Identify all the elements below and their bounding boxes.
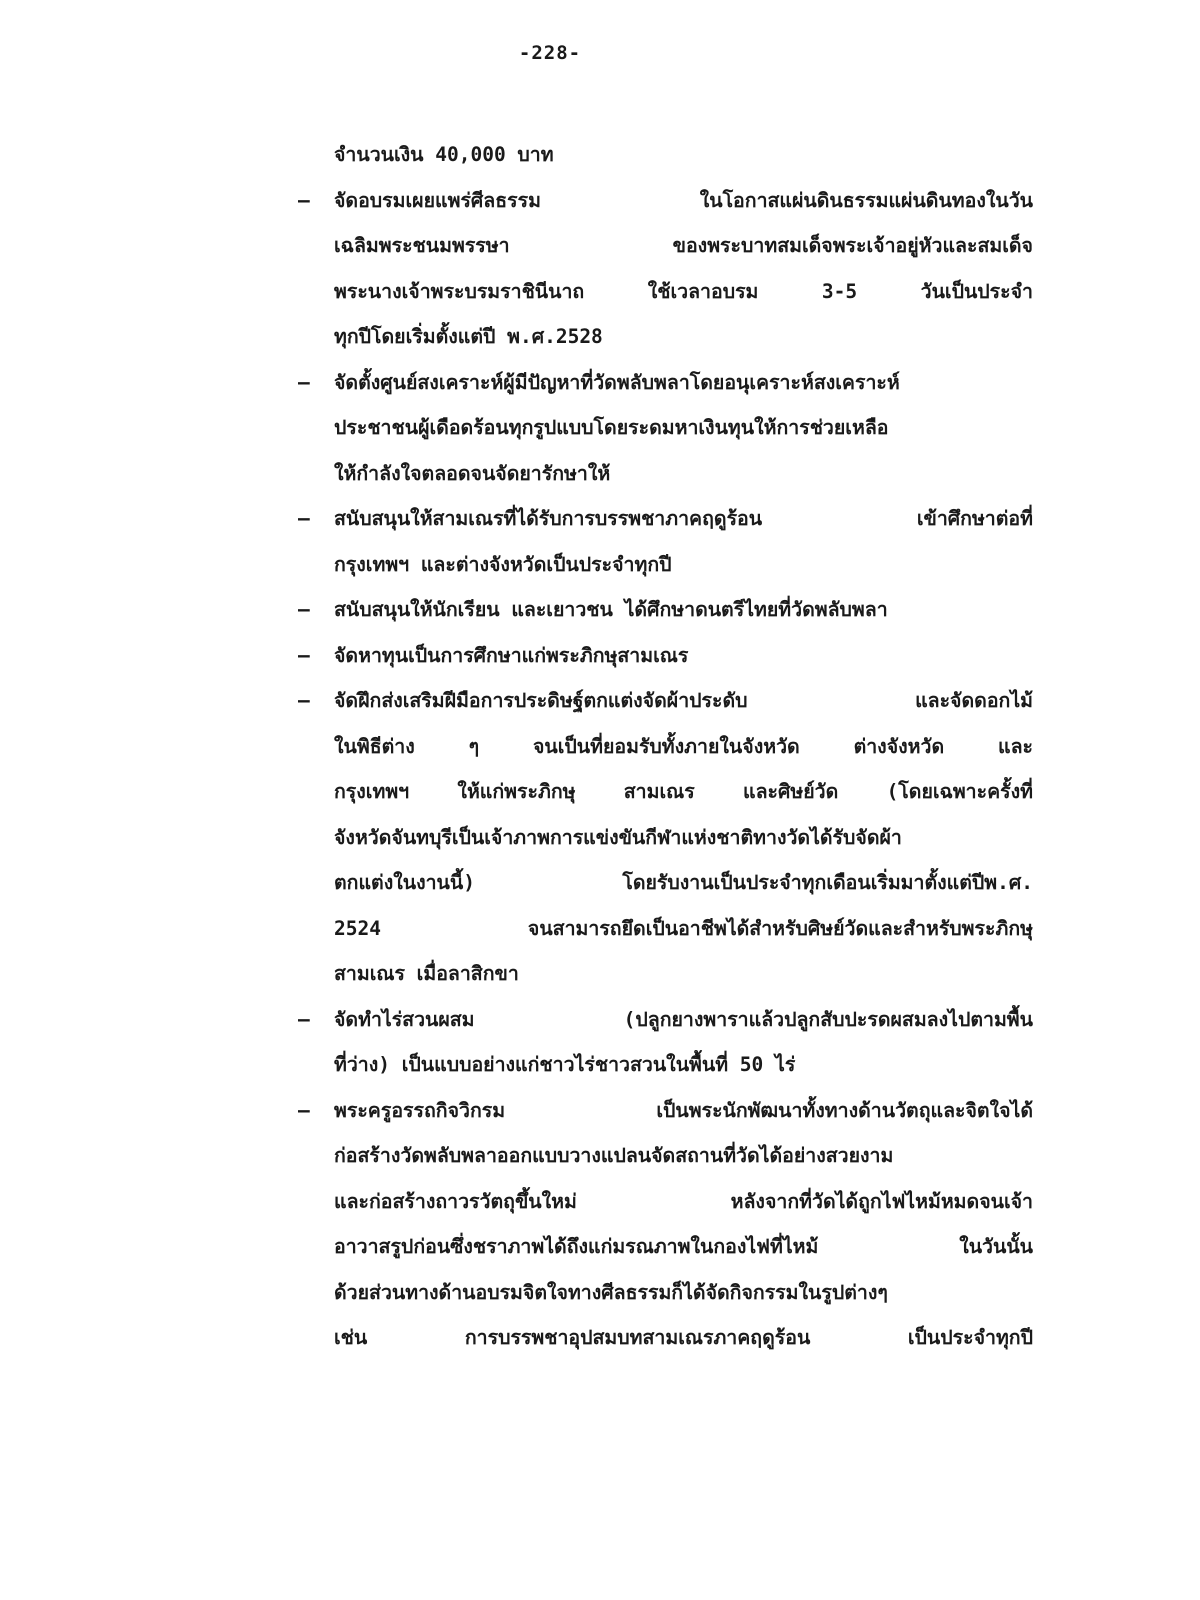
line-text: สนับสนุนให้สามเณรที่ได้รับการบรรพชาภาคฤดูร้อน เข้าศึกษาต่อที่ <box>334 507 1033 530</box>
text-line <box>298 815 1033 861</box>
line-text: สนับสนุนให้นักเรียน และเยาวชน ได้ศึกษาดนตรีไทยที่วัดพลับพลา <box>334 598 888 621</box>
line-text: จัดฝึกส่งเสริมฝีมือการประดิษฐ์ตกแต่งจัดผ้าประดับ และจัดดอกไม้ <box>334 689 1033 712</box>
line-text: ประชาชนผู้เดือดร้อนทุกรูปแบบโดยระดมหาเงินทุนให้การช่วยเหลือ <box>334 416 889 439</box>
text-line <box>298 1179 1033 1225</box>
bullet-dash: – <box>298 370 310 394</box>
text-line <box>298 1224 1033 1270</box>
list-item-line <box>298 997 1033 1043</box>
line-text: ที่ว่าง) เป็นแบบอย่างแก่ชาวไร่ชาวสวนในพื้นที่ 50 ไร่ <box>334 1053 796 1076</box>
list-item-line <box>298 496 1033 542</box>
line-text: อาวาสรูปก่อนซึ่งชราภาพได้ถึงแก่มรณภาพในกองไฟที่ไหม้ ในวันนั้น <box>334 1235 1033 1258</box>
text-line <box>298 1042 1033 1088</box>
line-text: กรุงเทพฯ และต่างจังหวัดเป็นประจำทุกปี <box>334 552 672 576</box>
text-line <box>298 769 1033 815</box>
bullet-dash: – <box>298 643 310 667</box>
text-line <box>298 269 1033 315</box>
text-line <box>298 223 1033 269</box>
bullet-dash: – <box>298 598 310 621</box>
text-line <box>298 860 1033 906</box>
bullet-dash: – <box>298 507 310 530</box>
list-item-line <box>298 587 1033 633</box>
bullet-dash: – <box>298 1007 310 1031</box>
line-text: จังหวัดจันทบุรีเป็นเจ้าภาพการแข่งขันกีฬาแห่งชาติทางวัดได้รับจัดผ้า <box>334 825 902 849</box>
line-text: กรุงเทพฯ ให้แก่พระภิกษุ สามเณร และศิษย์วัด (โดยเฉพาะครั้งที่ <box>334 780 1033 803</box>
list-item-line <box>298 633 1033 679</box>
bullet-dash: – <box>298 188 310 212</box>
line-text: ตกแต่งในงานนี้) โดยรับงานเป็นประจำทุกเดือนเริ่มมาตั้งแต่ปีพ.ศ. <box>334 871 1033 894</box>
line-text: เฉลิมพระชนมพรรษา ของพระบาทสมเด็จพระเจ้าอยู่หัวและสมเด็จ <box>334 234 1033 257</box>
text-line <box>298 1270 1033 1316</box>
line-text: ก่อสร้างวัดพลับพลาออกแบบวางแปลนจัดสถานที่วัดได้อย่างสวยงาม <box>334 1144 894 1167</box>
page-body <box>298 132 1033 1361</box>
list-item-line <box>298 1088 1033 1134</box>
text-line <box>298 314 1033 360</box>
line-text: จัดหาทุนเป็นการศึกษาแก่พระภิกษุสามเณร <box>334 643 689 667</box>
line-text: ด้วยส่วนทางด้านอบรมจิตใจทางศีลธรรมก็ได้จัดกิจกรรมในรูปต่างๆ <box>334 1280 888 1304</box>
text-line <box>298 951 1033 997</box>
line-text: 2524 จนสามารถยึดเป็นอาชีพได้สำหรับศิษย์วัดและสำหรับพระภิกษุ <box>334 916 1033 940</box>
bullet-dash: – <box>298 1098 310 1122</box>
line-text: จัดตั้งศูนย์สงเคราะห์ผู้มีปัญหาที่วัดพลับพลาโดยอนุเคราะห์สงเคราะห์ <box>334 370 900 394</box>
page-number: -228- <box>518 42 582 64</box>
line-text: เช่น การบรรพชาอุปสมบทสามเณรภาคฤดูร้อน เป็นประจำทุกปี <box>334 1326 1033 1349</box>
list-item-line <box>298 678 1033 724</box>
line-text: สามเณร เมื่อลาสิกขา <box>334 962 519 985</box>
text-line <box>298 405 1033 451</box>
line-text: จัดทำไร่สวนผสม (ปลูกยางพาราแล้วปลูกสับปะรดผสมลงไปตามพื้น <box>334 1007 1033 1031</box>
line-text: ในพิธีต่าง ๆ จนเป็นที่ยอมรับทั้งภายในจังหวัด ต่างจังหวัด และ <box>334 734 1033 758</box>
text-line <box>298 1315 1033 1361</box>
line-text: ให้กำลังใจตลอดจนจัดยารักษาให้ <box>334 461 611 485</box>
text-line <box>298 451 1033 497</box>
text-line <box>298 542 1033 588</box>
text-line <box>298 1133 1033 1179</box>
line-text: ทุกปีโดยเริ่มตั้งแต่ปี พ.ศ.2528 <box>334 325 603 348</box>
list-item-line <box>298 178 1033 224</box>
text-line <box>298 906 1033 952</box>
text-line <box>298 724 1033 770</box>
text-line <box>298 132 1033 178</box>
line-text: พระนางเจ้าพระบรมราชินีนาถ ใช้เวลาอบรม 3-5 วันเป็นประจำ <box>334 279 1033 303</box>
bullet-dash: – <box>298 689 310 712</box>
line-text: จำนวนเงิน 40,000 บาท <box>334 143 554 166</box>
line-text: และก่อสร้างถาวรวัตถุขึ้นใหม่ หลังจากที่วัดได้ถูกไฟไหม้หมดจนเจ้า <box>334 1189 1033 1213</box>
list-item-line <box>298 360 1033 406</box>
line-text: จัดอบรมเผยแพร่ศีลธรรม ในโอกาสแผ่นดินธรรมแผ่นดินทองในวัน <box>334 188 1033 212</box>
line-text: พระครูอรรถกิจวิกรม เป็นพระนักพัฒนาทั้งทางด้านวัตถุและจิตใจได้ <box>334 1098 1033 1122</box>
